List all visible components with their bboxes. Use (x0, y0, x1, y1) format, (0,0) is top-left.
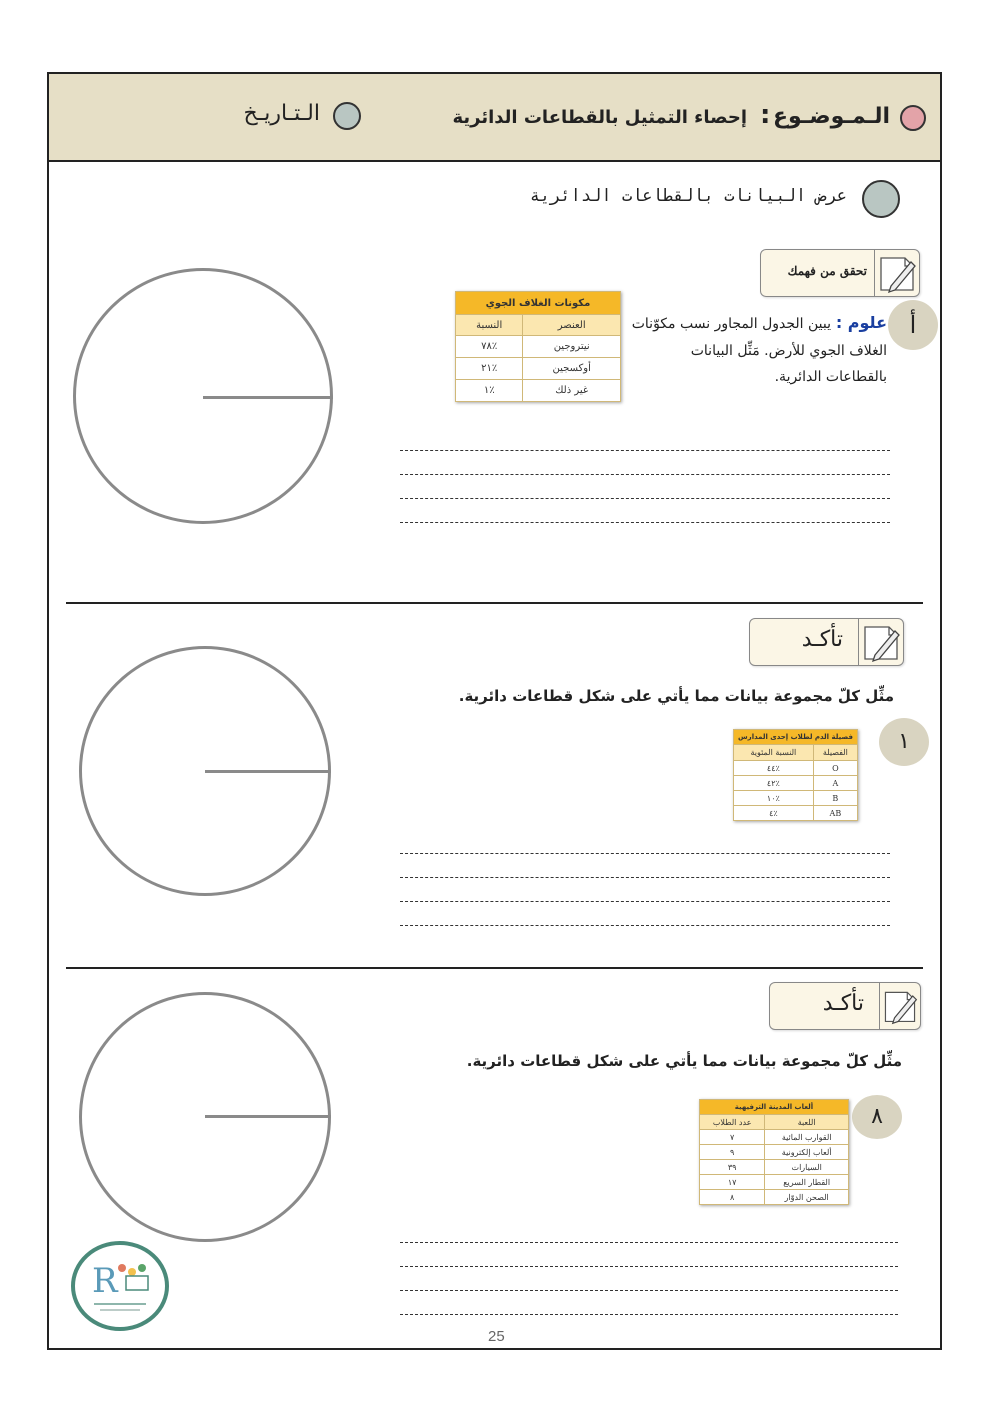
answer-line[interactable] (400, 1266, 898, 1267)
ribbon-label: تأكـد (801, 627, 843, 652)
answer-line[interactable] (400, 853, 890, 854)
table-row: القطار السريع ١٧ (700, 1175, 849, 1190)
table-row: القوارب المائية ٧ (700, 1130, 849, 1145)
table-row: B ٪١٠ (734, 791, 858, 806)
answer-line[interactable] (400, 498, 890, 499)
answer-line[interactable] (400, 901, 890, 902)
pie-radius (203, 396, 333, 399)
exercise-badge: ٨ (852, 1095, 902, 1139)
table-header: النسبة (456, 315, 523, 336)
table-header: اللعبة (765, 1115, 849, 1130)
table-row: ألعاب إلكترونية ٩ (700, 1145, 849, 1160)
table-caption: مكونات الغلاف الجوي (456, 292, 621, 315)
table-header: العنصر (523, 315, 621, 336)
table-row: أوكسجين ٪٢١ (456, 358, 621, 380)
answer-line[interactable] (400, 1290, 898, 1291)
city-games-table (699, 1099, 849, 1205)
confirm-ribbon (769, 982, 921, 1030)
subject-colon: : (760, 100, 771, 130)
pencil-note-icon (879, 983, 920, 1029)
answer-line[interactable] (400, 877, 890, 878)
table-row: غير ذلك ٪١ (456, 380, 621, 402)
table-row: السيارات ٣٩ (700, 1160, 849, 1175)
table-row: AB ٪٤ (734, 806, 858, 821)
exercise-text-line1: علوم : يبين الجدول المجاور نسب مكوّنات (631, 313, 887, 332)
answer-line[interactable] (400, 1242, 898, 1243)
subject-label: الـمـوضـوع (773, 104, 890, 129)
section-title: عرض البيانات بالقطاعات الدائرية (529, 186, 847, 206)
table-header: النسبة المئوية (734, 745, 814, 761)
table-row: A ٪٤٢ (734, 776, 858, 791)
subject-value: إحصاء التمثيل بالقطاعات الدائرية (452, 107, 747, 128)
atmosphere-table (455, 291, 621, 402)
table-row: O ٪٤٤ (734, 761, 858, 776)
ribbon-label: تأكـد (822, 991, 864, 1016)
confirm-ribbon (749, 618, 904, 666)
date-label: الـتـاريـخ (243, 101, 320, 126)
section-divider (66, 967, 923, 969)
date-bullet-icon (333, 102, 361, 130)
pie-radius (205, 770, 331, 773)
table-caption: فصيلة الدم لطلاب إحدى المدارس (734, 730, 858, 745)
answer-line[interactable] (400, 1314, 898, 1315)
instruction-text: مثِّل كلّ مجموعة بيانات مما يأتي على شكل قطاعات دائرية. (466, 1052, 902, 1070)
subject-bullet-icon (900, 105, 926, 131)
exercise-badge: أ (888, 300, 938, 350)
pie-radius (205, 1115, 331, 1118)
school-logo-icon (70, 1240, 170, 1332)
pencil-note-icon (874, 250, 919, 296)
subject-tag: علوم : (835, 313, 887, 332)
blood-type-table (733, 729, 858, 821)
table-header: الفصيلة (813, 745, 857, 761)
ribbon-label: تحقق من فهمك (787, 264, 867, 278)
exercise-text-line2: الغلاف الجوي للأرض. مَثِّل البيانات (690, 343, 887, 359)
svg-text:R: R (92, 1261, 118, 1301)
table-caption: ألعاب المدينة الترفيهية (700, 1100, 849, 1115)
exercise-badge: ١ (879, 718, 929, 766)
answer-line[interactable] (400, 522, 890, 523)
pencil-note-icon (858, 619, 903, 665)
section-divider (66, 602, 923, 604)
check-understanding-ribbon (760, 249, 920, 297)
table-header: عدد الطلاب (700, 1115, 765, 1130)
instruction-text: مثِّل كلّ مجموعة بيانات مما يأتي على شكل قطاعات دائرية. (458, 687, 894, 705)
answer-line[interactable] (400, 474, 890, 475)
answer-line[interactable] (400, 450, 890, 451)
page-number: 25 (488, 1328, 505, 1345)
section-bullet-icon (862, 180, 900, 218)
answer-line[interactable] (400, 925, 890, 926)
exercise-text-line3: بالقطاعات الدائرية. (774, 369, 887, 385)
table-row: نيتروجين ٪٧٨ (456, 336, 621, 358)
table-row: الصحن الدوّار ٨ (700, 1190, 849, 1205)
